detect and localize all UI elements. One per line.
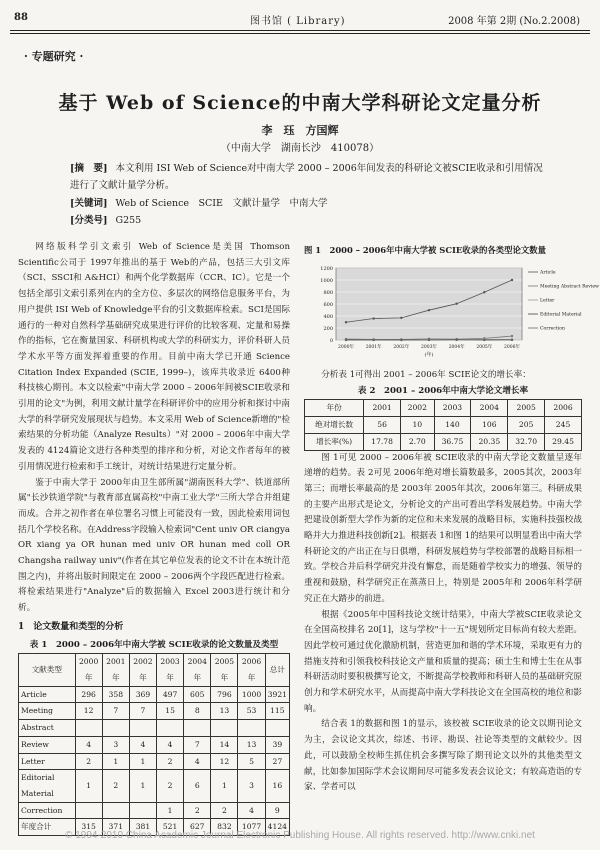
table-cell: 年度合计 [19,819,76,836]
data-point [455,303,457,305]
x-axis-label: (年) [424,352,434,358]
table-cell: 增长率(%) [305,433,364,450]
table1-caption: 表 1 2000 – 2006年中南大学被 SCIE收录的论文数量及类型 [29,639,279,650]
table-cell: 296 [75,686,102,703]
figure1-caption: 图 1 2000 – 2006年中南大学被 SCIE收录的各类型论文数量 [304,245,547,255]
data-point [372,317,374,319]
legend-entry: Editorial Material [540,312,582,318]
x-tick-label: 2006年 [504,345,520,350]
table-cell: 3 [238,770,265,802]
table-cell: 32.70 [508,433,545,450]
table-cell: 5 [238,753,265,770]
keywords-label: [关键词] [70,198,108,209]
table-row [19,770,290,802]
abstract-text: 本文利用 ISI Web of Science对中南大学 2000 – 2006年间发表的科研论文被SCIE收录和引用情况进行了文献计量学分析。 [70,163,543,191]
y-tick-label: 0 [329,338,333,344]
table-cell: 106 [471,417,508,434]
table-cell: 115 [265,703,289,720]
table-cell: Letter [19,753,76,770]
table-cell: 1077 [238,819,265,836]
data-point [428,339,430,341]
paragraph: 鉴于中南大学于 2000年由卫生部所属"湖南医科大学"、铁道部所属"长沙铁道学院"与教育部直属高校"中南工业大学"三所大学合并组建而成。合并之初作者在单位署名习惯上可能没有一致，因此检索用词包括几个学校名称。在Address字段输入检索词"Cent univ OR ciangya OR xiang ya OR hunan med univ OR hunan med coll OR Changsha railway univ"(作者在其它单位发表的论文不计在本统计范围之内)，并将出版时间限定在 2000 – 2006两个字段匹配进行检索。将检索结果进行"Analyze"后的数据输入 Excel 2003进行统计和分析。 [18,477,290,614]
table-cell: 20.35 [471,433,508,450]
table-cell: 7 [184,736,211,753]
table-header-cell: 2004 [471,400,508,417]
table-cell: 3921 [265,686,289,703]
paragraph: 图 1可见 2000 – 2006年被 SCIE收录的中南大学论文数量呈逐年递增的趋势。表 2可见 2006年绝对增长篇数最多，2005其次，2003年第三；而增长率最高的是 2003年 2005年其次，2006年第三。科研成果的主要产出形式是论文，分析论文的产出可看出学科发展趋势。中南大学把建设创新型大学作为新的定位和未来发展的战略目标，实施科技强校战略并大力推进科技创新[2]。根据表 1和图 1的结果可以明显看出中南大学科研论文的产出正在与日俱增，科研发展趋势与学校部署的战略目标相一致。学校合并后科学研究并没有懈怠，而是随着学校实力的增强、领导的重视和鼓励，科学研究正在蒸蒸日上，特别是 2005年和 2006年科学研究正在大踏步的前进。 [304,452,582,604]
paragraph: 根据《2005年中国科技论文统计结果》，中南大学被SCIE收录论文在全国高校排名 20[1]，这与学校"十一五"规划所定目标尚有较大差距。因此学校可通过优化激励机制，营造更加和谐的学术环境，采取更有力的措施支持和引领我校科技论文产量和质量的提高；硕士生和博士生在从事科研活动时要积极撰写论文，不断提高学校教师和科研人员的基础研究原创力和学术研究水平，从而提高中南大学科技论文在全国高校的地位和影响。 [304,609,582,714]
table-cell: 1 [129,753,156,770]
table-header-cell: 2002 [401,400,435,417]
table-cell: 521 [157,819,184,836]
table-cell: Article [19,686,76,703]
table-cell: 2.70 [401,433,435,450]
article-title: 基于 Web of Science的中南大学科研论文定量分析 [58,92,542,114]
y-tick-label: 600 [323,302,333,308]
table-cell: 3 [102,736,129,753]
table-cell: 12 [211,753,238,770]
table-header-row [305,400,582,417]
table-cell: 4 [157,736,184,753]
table2 [304,399,582,450]
table-cell: 36.75 [434,433,471,450]
table-cell: 205 [508,417,545,434]
table-cell: 绝对增长数 [305,417,364,434]
data-point [428,309,430,311]
table-cell: 245 [545,417,582,434]
table-header-cell: 2006 [545,400,582,417]
paragraph: 分析表 1可得出 2001 – 2006年 SCIE论文的增长率： [321,370,531,380]
table-header-row [19,654,290,686]
table1 [18,653,290,836]
table-header-cell: 2000年 [75,654,102,686]
data-point [511,279,513,281]
legend-entry: Article [540,270,556,276]
table-header-cell: 2003年 [157,654,184,686]
table-cell: 832 [211,819,238,836]
x-tick-label: 2002年 [393,345,410,350]
table-cell: 369 [129,686,156,703]
table-header-cell: 2003 [434,400,471,417]
table-header-cell: 文献类型 [19,654,76,686]
legend-entry: Letter [540,298,555,304]
x-tick-label: 2000年 [338,345,354,350]
left-column [18,240,290,836]
class-text: G255 [115,215,142,226]
table-cell [75,720,102,737]
table-header-cell: 2001 [364,400,401,417]
table-cell: 1 [75,770,102,802]
table-cell: Editorial Material [19,770,76,802]
data-point [400,317,402,319]
table-cell: 39 [265,736,289,753]
table-cell: 796 [211,686,238,703]
data-point [345,339,347,341]
issue-info: 2008 年第 2期 (No.2.2008) [448,16,580,27]
abstract-label: [摘 要] [70,163,108,174]
table2-caption: 表 2 2001 – 2006年中南大学论文增长率 [357,385,529,396]
table-row [19,736,290,753]
table-cell [238,720,265,737]
table-cell: 13 [211,703,238,720]
table-cell: 7 [129,703,156,720]
table-cell: 53 [238,703,265,720]
figure1-chart [310,262,599,362]
table-cell: 8 [184,703,211,720]
affiliation: （中南大学 湖南长沙 410078） [220,143,380,154]
table-cell: 10 [401,417,435,434]
table-header-cell: 2006年 [238,654,265,686]
class-label: [分类号] [70,215,108,226]
table-cell: Meeting [19,703,76,720]
table-cell: 358 [102,686,129,703]
right-column [304,368,582,796]
table-cell: 315 [75,819,102,836]
table-header-cell: 2002年 [129,654,156,686]
table-cell: 27 [265,753,289,770]
table-cell [129,802,156,819]
y-tick-label: 800 [323,290,333,296]
x-tick-label: 2004年 [448,345,465,350]
table-row [19,753,290,770]
table-cell: 627 [184,819,211,836]
page-header [0,0,600,30]
table-cell: 2 [211,802,238,819]
section-label: · 专题研究 · [24,50,84,63]
table-cell: 12 [75,703,102,720]
table-cell: 4 [184,753,211,770]
table-cell: 17.78 [364,433,401,450]
authors: 李 珏 方国辉 [261,124,339,137]
table-cell: 14 [211,736,238,753]
table-cell: 56 [364,417,401,434]
table-cell: 497 [157,686,184,703]
data-point [511,335,513,337]
table-cell: 7 [102,703,129,720]
journal-name: 图书馆 ( Library) [250,16,346,27]
classification [70,212,550,229]
table-cell: 140 [434,417,471,434]
table-cell: 371 [102,819,129,836]
y-tick-label: 1000 [320,278,333,284]
table-header-cell: 2004年 [184,654,211,686]
table-header-cell: 总计 [265,654,289,686]
table-cell: 2 [184,802,211,819]
table-cell: 4 [75,736,102,753]
table-row [305,417,582,434]
table-row [19,802,290,819]
table-cell [184,720,211,737]
table-cell: 1 [102,753,129,770]
table-header-cell: 年份 [305,400,364,417]
table-cell [102,802,129,819]
data-point [372,339,374,341]
x-tick-label: 2001年 [365,345,382,350]
legend-entry: Meeting Abstract Review [540,284,599,290]
table-cell: 2 [102,770,129,802]
table-cell: 4 [129,736,156,753]
table-cell: 1 [157,802,184,819]
table-cell [157,720,184,737]
x-tick-label: 2005年 [476,345,493,350]
data-point [483,339,485,341]
table-row [19,703,290,720]
table-cell: 2 [75,753,102,770]
table-cell: 9 [265,802,289,819]
table-cell: 4124 [265,819,289,836]
table-cell: 381 [129,819,156,836]
header-rule-2 [10,33,590,34]
y-tick-label: 200 [323,326,333,332]
table-cell: 4 [238,802,265,819]
table-cell [129,720,156,737]
header-rule [10,30,590,31]
data-point [455,339,457,341]
table-cell: 2 [157,770,184,802]
paragraph: 网络版科学引文索引 Web of Science是美国 Thomson Scientific公司于 1997年推出的基于 Web的产品，包括三大引文库（SCI、SSCI和 A&HCI）和两个化学数据库（CCR、IC）。它是一个包括全部引文索引系列在内的全方位、多层次的网络信息服务平台，为用户提供 ISI Web of Knowledge平台的引文数据库检索。SCI是国际通行的一种对自然科学基础研究成果进行评价的比较客观、定量和易操作的指标，它在衡量国家、科研机构或大学的科研实力，评价科研人员学术水平等方面发挥着重要的作用。目前中南大学已开通 Science Citation Index Expanded (SCIE, 1999–)，该库共收录近 6400种科技核心期刊。本文以检索"中南大学 2000 – 2006年间被SCIE收录和引用的论文"为例，利用文献计量学在科研评价中的应用分析和探讨中南大学的科学研究发展现状与趋势。本文采用 Web of Science新增的"检索结果的分析功能（Analyze Results）"对 2000 – 2006年中南大学发表的 4124篇论文进行各种类型的排序和分析，对论文作者每年的被引用情况进行检索和手工统计，对统计结果进行定量分析。 [18,242,290,472]
y-tick-label: 1200 [320,266,333,272]
table-header-cell: 2005年 [211,654,238,686]
data-point [483,291,485,293]
data-point [345,321,347,323]
data-point [511,339,513,341]
section-heading: 1 论文数量和类型的分析 [18,621,124,632]
footer-watermark: © 1994-2010 China Academic Journal Electronic Publishing House. All rights reserved. http://www.cnki.net [65,830,535,841]
legend-entry: Correction [540,326,566,332]
table-row [305,433,582,450]
keywords [70,195,550,212]
table-cell: 605 [184,686,211,703]
table-row [19,720,290,737]
page-number: 88 [14,12,28,23]
paragraph: 结合表 1的数据和图 1的显示，该校被 SCIE收录的论文以期刊论文为主，会议论文其次，综述、书评、勘误、社论等类型的文献较少。因此，可以鼓励全校师生抓住机会多撰写除了期刊论文以外的其他类型文献，比如参加国际学术会议期间尽可能多发表会议论文；有较高造诣的专家、学者可以 [304,719,582,793]
table-cell: 1000 [238,686,265,703]
data-point [400,339,402,341]
table-cell: Abstract [19,720,76,737]
table-row [19,686,290,703]
table-cell [75,802,102,819]
table-cell: 6 [184,770,211,802]
x-tick-label: 2003年 [421,345,437,350]
table-cell: Review [19,736,76,753]
table-header-cell: 2005 [508,400,545,417]
table-cell: 2 [157,753,184,770]
table-cell: 29.45 [545,433,582,450]
table-cell: 15 [157,703,184,720]
table-cell: 13 [238,736,265,753]
abstract [70,160,550,194]
table-cell: 1 [211,770,238,802]
keywords-text: Web of Science SCIE 文献计量学 中南大学 [115,198,328,209]
table-cell: 16 [265,770,289,802]
table-cell [211,720,238,737]
table-header-cell: 2001年 [102,654,129,686]
table-cell: 1 [129,770,156,802]
table-cell: Correction [19,802,76,819]
y-tick-label: 400 [323,314,333,320]
table-cell [265,720,289,737]
table-cell [102,720,129,737]
